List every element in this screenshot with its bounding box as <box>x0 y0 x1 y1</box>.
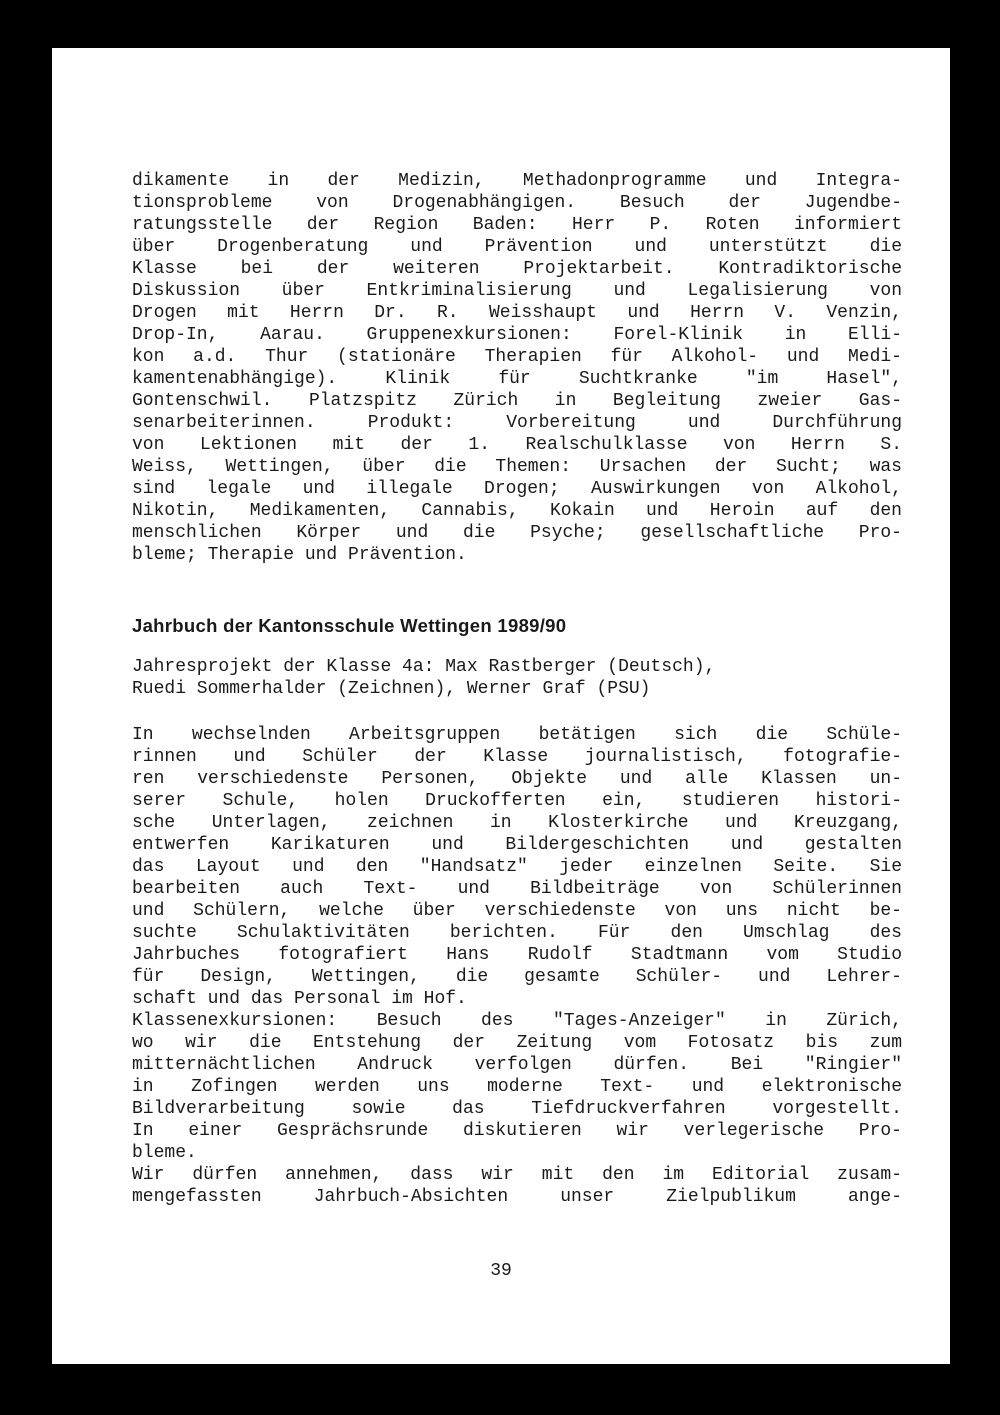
text-line: Gontenschwil. Platzspitz Zürich in Begleitung zweier Gas- <box>132 391 902 411</box>
document-page <box>52 48 950 1364</box>
text-line: Jahrbuches fotografiert Hans Rudolf Stadtmann vom Studio <box>132 945 902 965</box>
text-line: mitternächtlichen Andruck verfolgen dürfen. Bei "Ringier" <box>132 1055 902 1075</box>
text-line: menschlichen Körper und die Psyche; gesellschaftliche Pro- <box>132 523 902 543</box>
text-line: bearbeiten auch Text- und Bildbeiträge von Schülerinnen <box>132 879 902 899</box>
page-number: 39 <box>490 1261 512 1281</box>
text-line: von Lektionen mit der 1. Realschulklasse von Herrn S. <box>132 435 902 455</box>
text-line: entwerfen Karikaturen und Bildergeschichten und gestalten <box>132 835 902 855</box>
text-line: bleme. <box>132 1143 197 1163</box>
text-line: für Design, Wettingen, die gesamte Schüler- und Lehrer- <box>132 967 902 987</box>
text-line: Ruedi Sommerhalder (Zeichnen), Werner Graf (PSU) <box>132 679 651 699</box>
text-line: in Zofingen werden uns moderne Text- und elektronische <box>132 1077 902 1097</box>
text-line: In einer Gesprächsrunde diskutieren wir verlegerische Pro- <box>132 1121 902 1141</box>
text-line: ratungsstelle der Region Baden: Herr P. Roten informiert <box>132 215 902 235</box>
text-line: Drogen mit Herrn Dr. R. Weisshaupt und Herrn V. Venzin, <box>132 303 902 323</box>
text-line: sche Unterlagen, zeichnen in Klosterkirche und Kreuzgang, <box>132 813 902 833</box>
text-line: Klasse bei der weiteren Projektarbeit. Kontradiktorische <box>132 259 902 279</box>
text-line: dikamente in der Medizin, Methadonprogramme und Integra- <box>132 171 902 191</box>
text-line: das Layout und den "Handsatz" jeder einzelnen Seite. Sie <box>132 857 902 877</box>
text-line: Nikotin, Medikamenten, Cannabis, Kokain und Heroin auf den <box>132 501 902 521</box>
text-line: serer Schule, holen Druckofferten ein, studieren histori- <box>132 791 902 811</box>
text-line: über Drogenberatung und Prävention und unterstützt die <box>132 237 902 257</box>
text-line: schaft und das Personal im Hof. <box>132 989 467 1009</box>
text-line: Wir dürfen annehmen, dass wir mit den im Editorial zusam- <box>132 1165 902 1185</box>
text-line: suchte Schulaktivitäten berichten. Für den Umschlag des <box>132 923 902 943</box>
text-line: mengefassten Jahrbuch-Absichten unser Zielpublikum ange- <box>132 1187 902 1207</box>
text-line: senarbeiterinnen. Produkt: Vorbereitung und Durchführung <box>132 413 902 433</box>
text-line: und Schülern, welche über verschiedenste von uns nicht be- <box>132 901 902 921</box>
text-line: wo wir die Entstehung der Zeitung vom Fotosatz bis zum <box>132 1033 902 1053</box>
text-line: tionsprobleme von Drogenabhängigen. Besuch der Jugendbe- <box>132 193 902 213</box>
text-line: Bildverarbeitung sowie das Tiefdruckverfahren vorgestellt. <box>132 1099 902 1119</box>
section-heading: Jahrbuch der Kantonsschule Wettingen 1989/90 <box>132 615 567 636</box>
text-line: Diskussion über Entkriminalisierung und Legalisierung von <box>132 281 902 301</box>
text-line: kon a.d. Thur (stationäre Therapien für Alkohol- und Medi- <box>132 347 902 367</box>
text-line: In wechselnden Arbeitsgruppen betätigen sich die Schüle- <box>132 725 902 745</box>
text-line: Drop-In, Aarau. Gruppenexkursionen: Forel-Klinik in Elli- <box>132 325 902 345</box>
text-line: sind legale und illegale Drogen; Auswirkungen von Alkohol, <box>132 479 902 499</box>
text-line: kamentenabhängige). Klinik für Suchtkranke "im Hasel", <box>132 369 902 389</box>
text-line: rinnen und Schüler der Klasse journalistisch, fotografie- <box>132 747 902 767</box>
text-line: Weiss, Wettingen, über die Themen: Ursachen der Sucht; was <box>132 457 902 477</box>
text-line: Klassenexkursionen: Besuch des "Tages-Anzeiger" in Zürich, <box>132 1011 902 1031</box>
text-line: Jahresprojekt der Klasse 4a: Max Rastberger (Deutsch), <box>132 657 716 677</box>
text-line: ren verschiedenste Personen, Objekte und alle Klassen un- <box>132 769 902 789</box>
text-line: bleme; Therapie und Prävention. <box>132 545 467 565</box>
